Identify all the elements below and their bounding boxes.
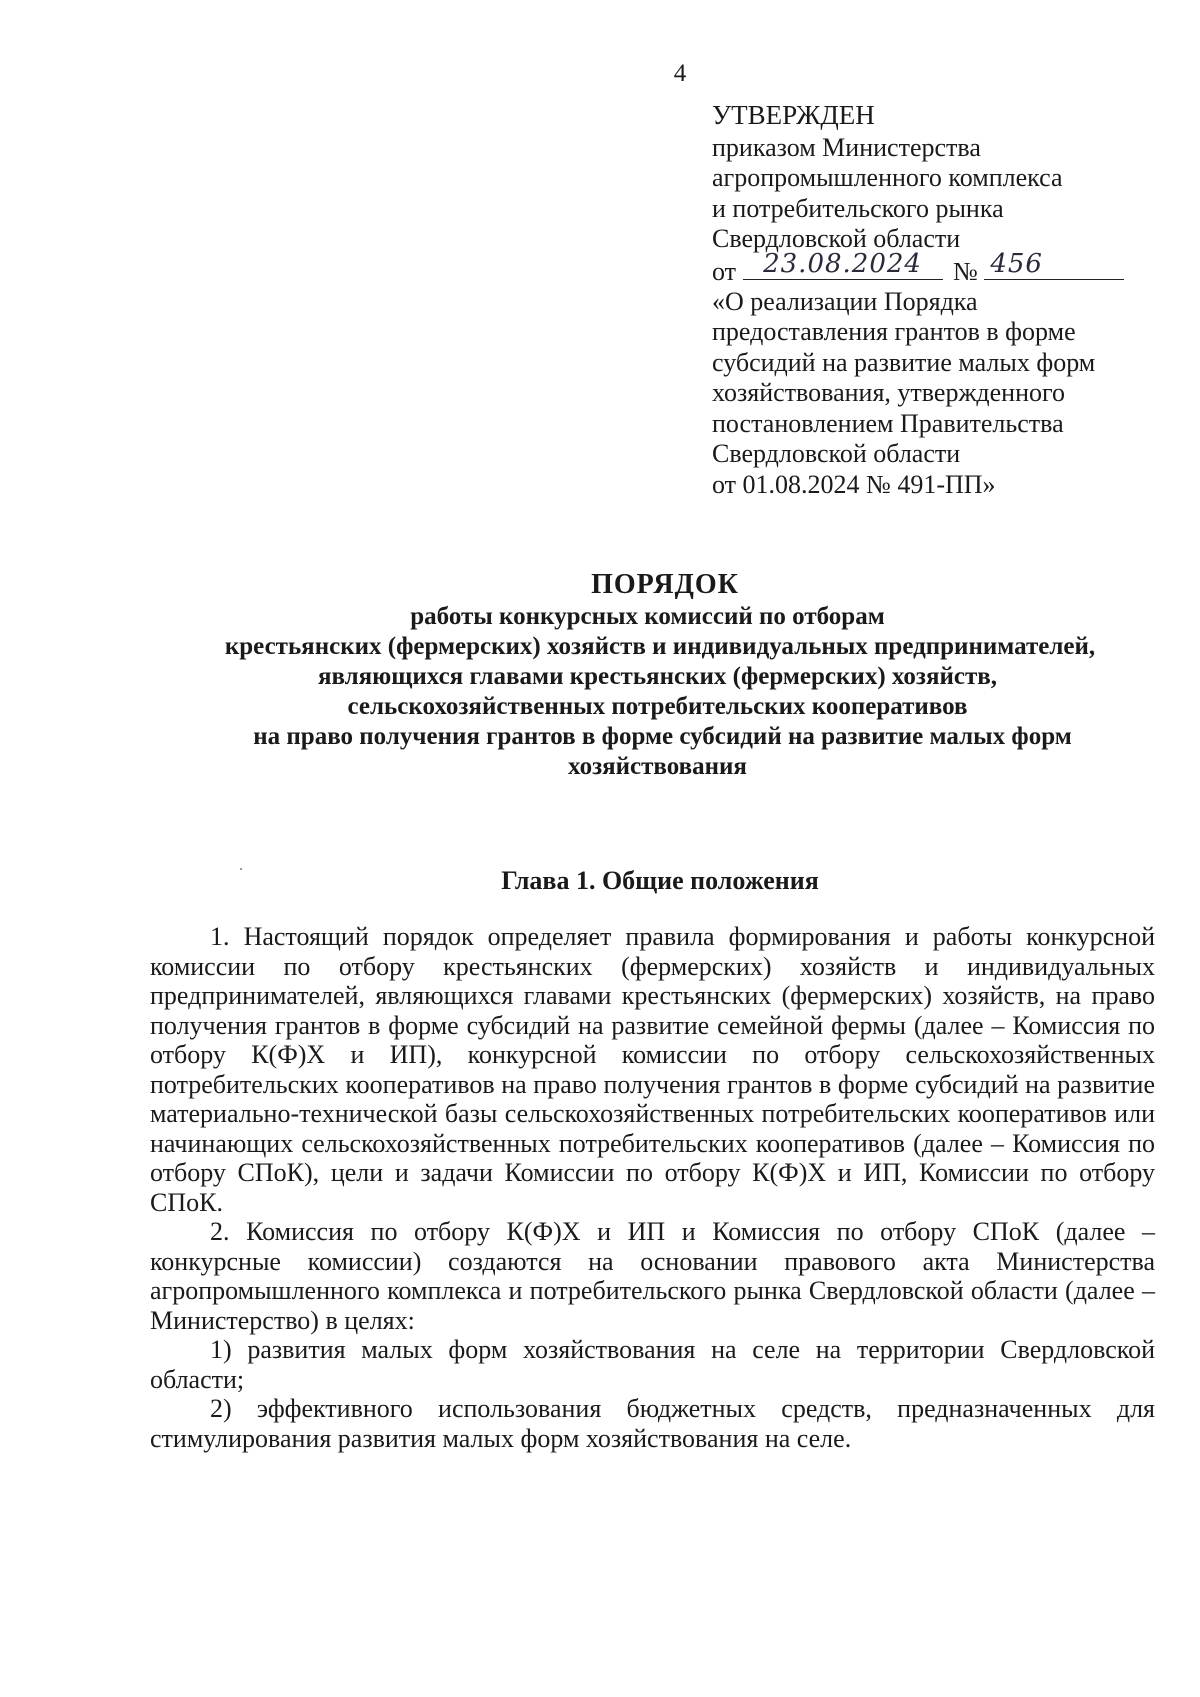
approval-line: приказом Министерства: [712, 132, 981, 162]
document-title-line: на право получения грантов в форме субсидий на развитие малых форм: [253, 723, 1072, 750]
page-number: 4: [673, 60, 687, 87]
approval-order-title-line: субсидий на развитие малых форм: [712, 347, 1096, 377]
approval-block: [712, 100, 1172, 500]
approval-heading: УТВЕРЖДЕН: [712, 100, 875, 130]
date-field: [743, 248, 943, 280]
approval-order-title-line: постановлением Правительства: [712, 408, 1064, 438]
document-title-line: сельскохозяйственных потребительских кооперативов: [347, 693, 968, 720]
chapter-title: Глава 1. Общие положения: [501, 866, 819, 895]
document-title-line: крестьянских (фермерских) хозяйств и индивидуальных предпринимателей,: [224, 633, 1096, 660]
approval-order-title-line: Свердловской области: [712, 439, 961, 468]
order-date-number-row: [712, 248, 1172, 287]
approval-line: Свердловской области: [712, 224, 961, 253]
paragraph: 2. Комиссия по отбору К(Ф)Х и ИП и Комиссия по отбору СПоК (далее – конкурсные комиссии) создаются на основании правового акта Министерства агропромышленного комплекса и потребительского рынка Свердловской области (далее – Министерство) в целях:: [150, 1217, 1155, 1335]
paragraph: 2) эффективного использования бюджетных средств, предназначенных для стимулирования развития малых форм хозяйствования на селе.: [150, 1394, 1155, 1453]
document-title-main: ПОРЯДОК: [591, 569, 739, 600]
approval-order-title-line: предоставления грантов в форме: [712, 317, 1076, 346]
document-title-line: являющихся главами крестьянских (фермерских) хозяйств,: [317, 663, 998, 690]
approval-order-title-line: «О реализации Порядка: [712, 286, 978, 316]
approval-line: агропромышленного комплекса: [712, 163, 1063, 192]
paragraph: 1. Настоящий порядок определяет правила формирования и работы конкурсной комиссии по отбору крестьянских (фермерских) хозяйств и индивидуальных предпринимателей, являющихся главами крестьянских (фермерских) хозяйств, на право получения грантов в форме субсидий на развитие семейной фермы (далее – Комиссия по отбору К(Ф)Х и ИП), конкурсной комиссии по отбору сельскохозяйственных потребительских кооперативов на право получения грантов в форме субсидий на развитие материально-технической базы сельскохозяйственных потребительских кооперативов или начинающих сельскохозяйственных потребительских кооперативов (далее – Комиссия по отбору СПоК), цели и задачи Комиссии по отбору К(Ф)Х и ИП, Комиссии по отбору СПоК.: [150, 922, 1155, 1217]
approval-line: и потребительского рынка: [712, 193, 1004, 223]
document-body: [150, 922, 1155, 1453]
date-label: от: [712, 256, 737, 286]
document-title-line: работы конкурсных комиссий по отборам: [410, 603, 885, 630]
approval-order-title-line: хозяйствования, утвержденного: [712, 378, 1066, 407]
document-title: [0, 568, 1200, 782]
approval-order-title-line: от 01.08.2024 № 491-ПП»: [712, 469, 996, 499]
paragraph: 1) развития малых форм хозяйствования на селе на территории Свердловской области;: [150, 1335, 1155, 1394]
handwritten-date: 23.08.2024: [763, 248, 922, 279]
number-field: [984, 248, 1124, 280]
handwritten-number: 456: [990, 248, 1043, 279]
document-title-line: хозяйствования: [568, 753, 747, 780]
number-label: №: [953, 256, 978, 286]
